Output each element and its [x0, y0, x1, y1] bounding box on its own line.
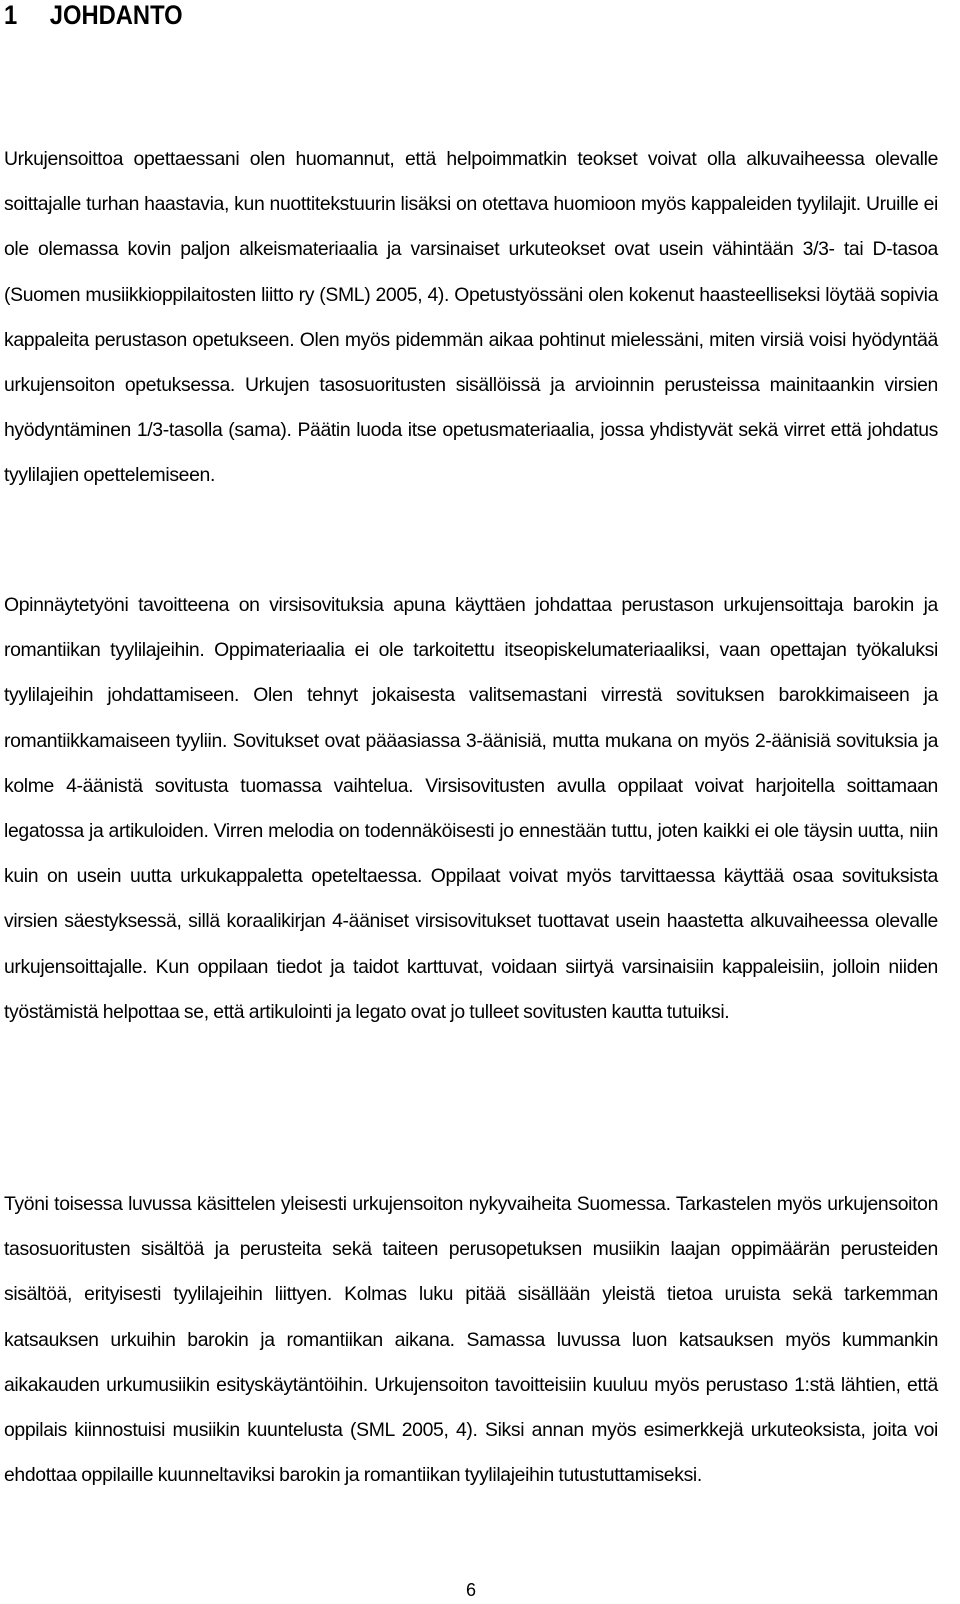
paragraph-3: Työni toisessa luvussa käsittelen yleisesti urkujensoiton nykyvaiheita Suomessa. Tarkastelen myös urkujensoiton tasosuoritusten sisältöä ja perusteita sekä taiteen perusopetuksen musiikin laajan oppimäärän perusteiden sisältöä, erityisesti tyylilajeihin liittyen. Kolmas luku pitää sisällään yleistä tietoa uruista sekä tarkemman katsauksen urkuihin barokin ja romantiikan aikana. Samassa luvussa luon katsauksen myös kummankin aikakauden urkumusiikin esityskäytäntöihin. Urkujensoiton tavoitteisiin kuuluu myös perustaso 1:stä lähtien, että oppilais kiinnostuisi musiikin kuuntelusta (SML 2005, 4). Siksi annan myös esimerkkejä urkuteoksista, joita voi ehdottaa oppilaille kuunneltaviksi barokin ja romantiikan tyylilajeihin tutustuttamiseksi.	[4, 1193, 938, 1487]
chapter-heading	[4, 0, 183, 32]
paragraph-1: Urkujensoittoa opettaessani olen huomannut, että helpoimmatkin teokset voivat olla alkuvaiheessa olevalle soittajalle turhan haastavia, kun nuottitekstuurin lisäksi on otettava huomioon myös kappaleiden tyylilajit. Uruille ei ole olemassa kovin paljon alkeismateriaalia ja varsinaiset urkuteokset ovat usein vähintään 3/3- tai D-tasoa (Suomen musiikkioppilaitosten liitto ry (SML) 2005, 4). Opetustyössäni olen kokenut haasteelliseksi löytää sopivia kappaleita perustason opetukseen. Olen myös pidemmän aikaa pohtinut mielessäni, miten virsiä voisi hyödyntää urkujensoiton opetuksessa. Urkujen tasosuoritusten sisällöissä ja arvioinnin perusteissa mainitaankin virsien hyödyntäminen 1/3-tasolla (sama). Päätin luoda itse opetusmateriaalia, jossa yhdistyvät sekä virret että johdatus tyylilajien opettelemiseen.	[4, 148, 938, 487]
paragraph-2: Opinnäytetyöni tavoitteena on virsisovituksia apuna käyttäen johdattaa perustason urkujensoittaja barokin ja romantiikan tyylilajeihin. Oppimateriaalia ei ole tarkoitettu itseopiskelumateriaaliksi, vaan opettajan työkaluksi tyylilajeihin johdattamiseen. Olen tehnyt jokaisesta valitsemastani virrestä sovituksen barokkimaiseen ja romantiikkamaiseen tyyliin. Sovitukset ovat pääasiassa 3-äänisiä, mutta mukana on myös 2-äänisiä sovituksia ja kolme 4-äänistä sovitusta tuomassa vaihtelua. Virsisovitusten avulla oppilaat voivat harjoitella soittamaan legatossa ja artikuloiden. Virren melodia on todennäköisesti jo ennestään tuttu, joten kaikki ei ole täysin uutta, niin kuin on usein uutta urkukappaletta opeteltaessa. Oppilaat voivat myös tarvittaessa käyttää osaa sovituksista virsien säestyksessä, sillä koraalikirjan 4-ääniset virsisovitukset tuottavat usein haastetta alkuvaiheessa olevalle urkujensoittajalle. Kun oppilaan tiedot ja taidot karttuvat, voidaan siirtyä varsinaisiin kappaleisiin, jolloin niiden työstämistä helpottaa se, että artikulointi ja legato ovat jo tulleet sovitusten kautta tutuiksi.	[4, 594, 938, 1023]
page-number: 6	[465, 1580, 476, 1600]
chapter-title: JOHDANTO	[49, 0, 183, 30]
chapter-number: 1	[4, 0, 18, 30]
